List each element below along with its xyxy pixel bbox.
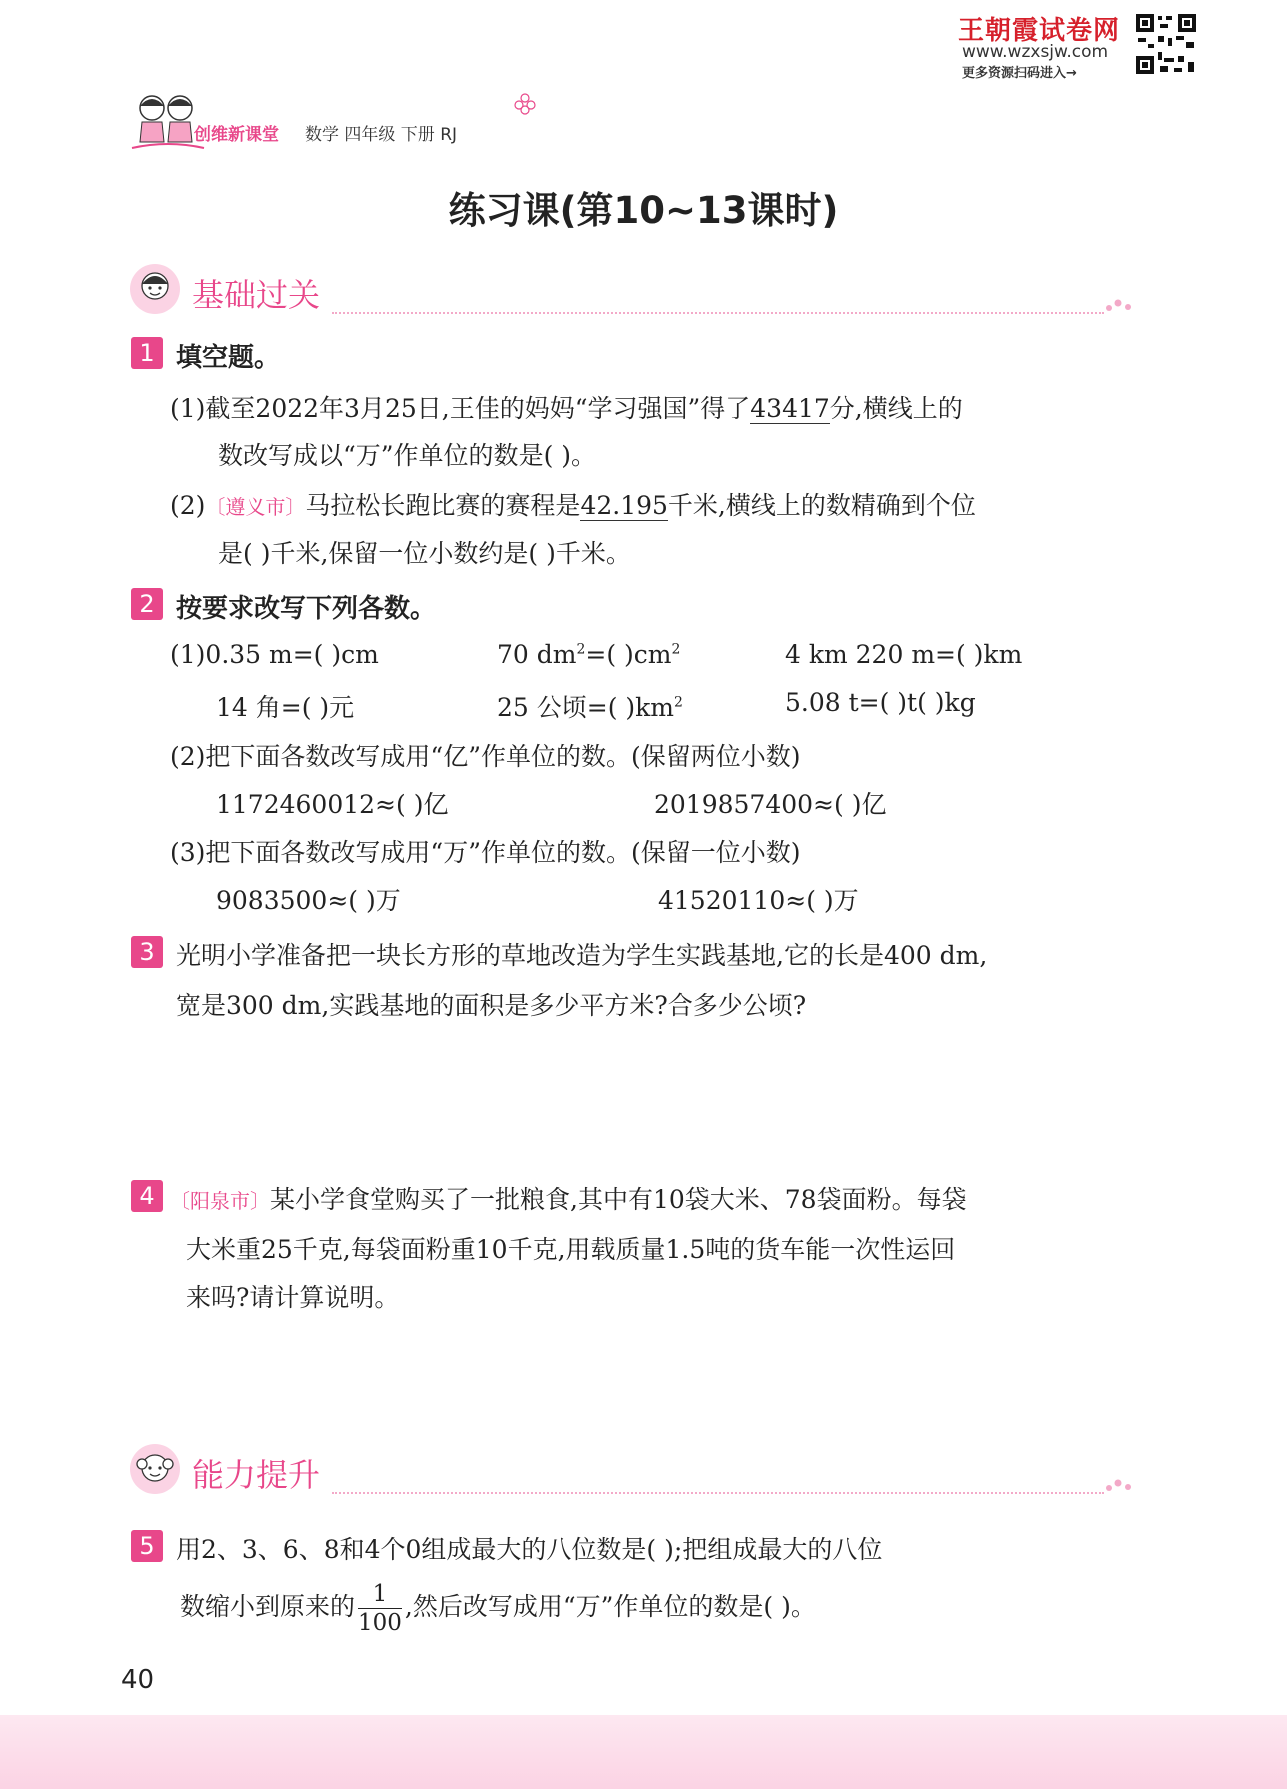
section-divider bbox=[332, 1492, 1104, 1494]
question-number-4: 4 bbox=[131, 1180, 163, 1212]
underlined-number: 43417 bbox=[750, 394, 830, 423]
q2-part3-a: 9083500≈( )万 bbox=[216, 886, 401, 915]
dots-decoration-icon bbox=[1104, 298, 1134, 312]
question-number-2: 2 bbox=[131, 588, 163, 620]
question-number-3: 3 bbox=[131, 936, 163, 968]
q1-part1-line1: (1)截至2022年3月25日,王佳的妈妈“学习强国”得了43417分,横线上的 bbox=[170, 394, 963, 423]
q2-r1c3: 4 km 220 m=( )km bbox=[785, 640, 1023, 669]
mascot-basic-icon bbox=[128, 262, 182, 316]
fraction: $\frac{1}{100}$ bbox=[358, 1581, 402, 1636]
q5-line1: 用2、3、6、8和4个0组成最大的八位数是( );把组成最大的八位 bbox=[176, 1535, 883, 1564]
section-basic-title: 基础过关 bbox=[192, 276, 321, 314]
watermark-url[interactable]: www.wzxsjw.com bbox=[962, 42, 1109, 62]
question-1-heading: 填空题。 bbox=[176, 343, 281, 373]
q1-part2-line2: 是( )千米,保留一位小数约是( )千米。 bbox=[218, 539, 631, 568]
q2-part3-heading: (3)把下面各数改写成用“万”作单位的数。(保留一位小数) bbox=[170, 838, 801, 867]
q3-line1: 光明小学准备把一块长方形的草地改造为学生实践基地,它的长是400 dm, bbox=[176, 941, 988, 970]
q2-r2c2: 25 公顷=( )$km^2$ bbox=[497, 693, 683, 722]
region-tag: 〔阳泉市〕 bbox=[170, 1189, 270, 1213]
section-divider bbox=[332, 312, 1104, 314]
question-2-heading: 按要求改写下列各数。 bbox=[176, 594, 437, 624]
bottom-band bbox=[0, 1715, 1287, 1789]
q2-part2-heading: (2)把下面各数改写成用“亿”作单位的数。(保留两位小数) bbox=[170, 742, 801, 771]
q2-r1c2: 70 $dm^2=$( )$cm^2$ bbox=[497, 640, 681, 669]
flower-icon bbox=[514, 93, 536, 115]
q1-part1-line2: 数改写成以“万”作单位的数是( )。 bbox=[218, 441, 597, 470]
q3-line2: 宽是300 dm,实践基地的面积是多少平方米?合多少公顷? bbox=[176, 991, 807, 1020]
q2-part3-b: 41520110≈( )万 bbox=[658, 886, 859, 915]
section-advanced-title: 能力提升 bbox=[192, 1456, 321, 1494]
page-title: 练习课(第10~13课时) bbox=[448, 189, 839, 232]
q2-r1c1: (1)0.35 m=( )cm bbox=[170, 640, 379, 669]
qr-code-icon[interactable] bbox=[1134, 12, 1198, 76]
q1-part2-line1: (2)〔遵义市〕马拉松长跑比赛的赛程是42.195千米,横线上的数精确到个位 bbox=[170, 491, 976, 520]
page-number: 40 bbox=[121, 1665, 155, 1695]
watermark-title: 王朝霞试卷网 bbox=[958, 16, 1121, 46]
question-number-5: 5 bbox=[131, 1530, 163, 1562]
question-number-1: 1 bbox=[131, 337, 163, 369]
watermark-more: 更多资源扫码进入→ bbox=[962, 66, 1077, 81]
q5-line2: 数缩小到原来的 $\frac{1}{100}$ ,然后改写成用“万”作单位的数是( )。 bbox=[180, 1581, 816, 1636]
book-info: 数学 四年级 下册 RJ bbox=[305, 125, 458, 145]
dots-decoration-icon bbox=[1104, 1478, 1134, 1492]
region-tag: 〔遵义市〕 bbox=[205, 495, 306, 519]
q4-line1: 〔阳泉市〕某小学食堂购买了一批粮食,其中有10袋大米、78袋面粉。每袋 bbox=[170, 1185, 967, 1214]
q2-part2-b: 2019857400≈( )亿 bbox=[654, 790, 887, 819]
q2-r2c1: 14 角=( )元 bbox=[216, 693, 355, 722]
mascot-advanced-icon bbox=[128, 1442, 182, 1496]
q4-line2: 大米重25千克,每袋面粉重10千克,用载质量1.5吨的货车能一次性运回 bbox=[186, 1235, 956, 1264]
brand-name: 创维新课堂 bbox=[194, 125, 279, 145]
q2-r2c3: 5.08 t=( )t( )kg bbox=[785, 688, 976, 717]
q4-line3: 来吗?请计算说明。 bbox=[186, 1283, 400, 1312]
q2-part2-a: 1172460012≈( )亿 bbox=[216, 790, 449, 819]
underlined-number: 42.195 bbox=[580, 491, 668, 520]
